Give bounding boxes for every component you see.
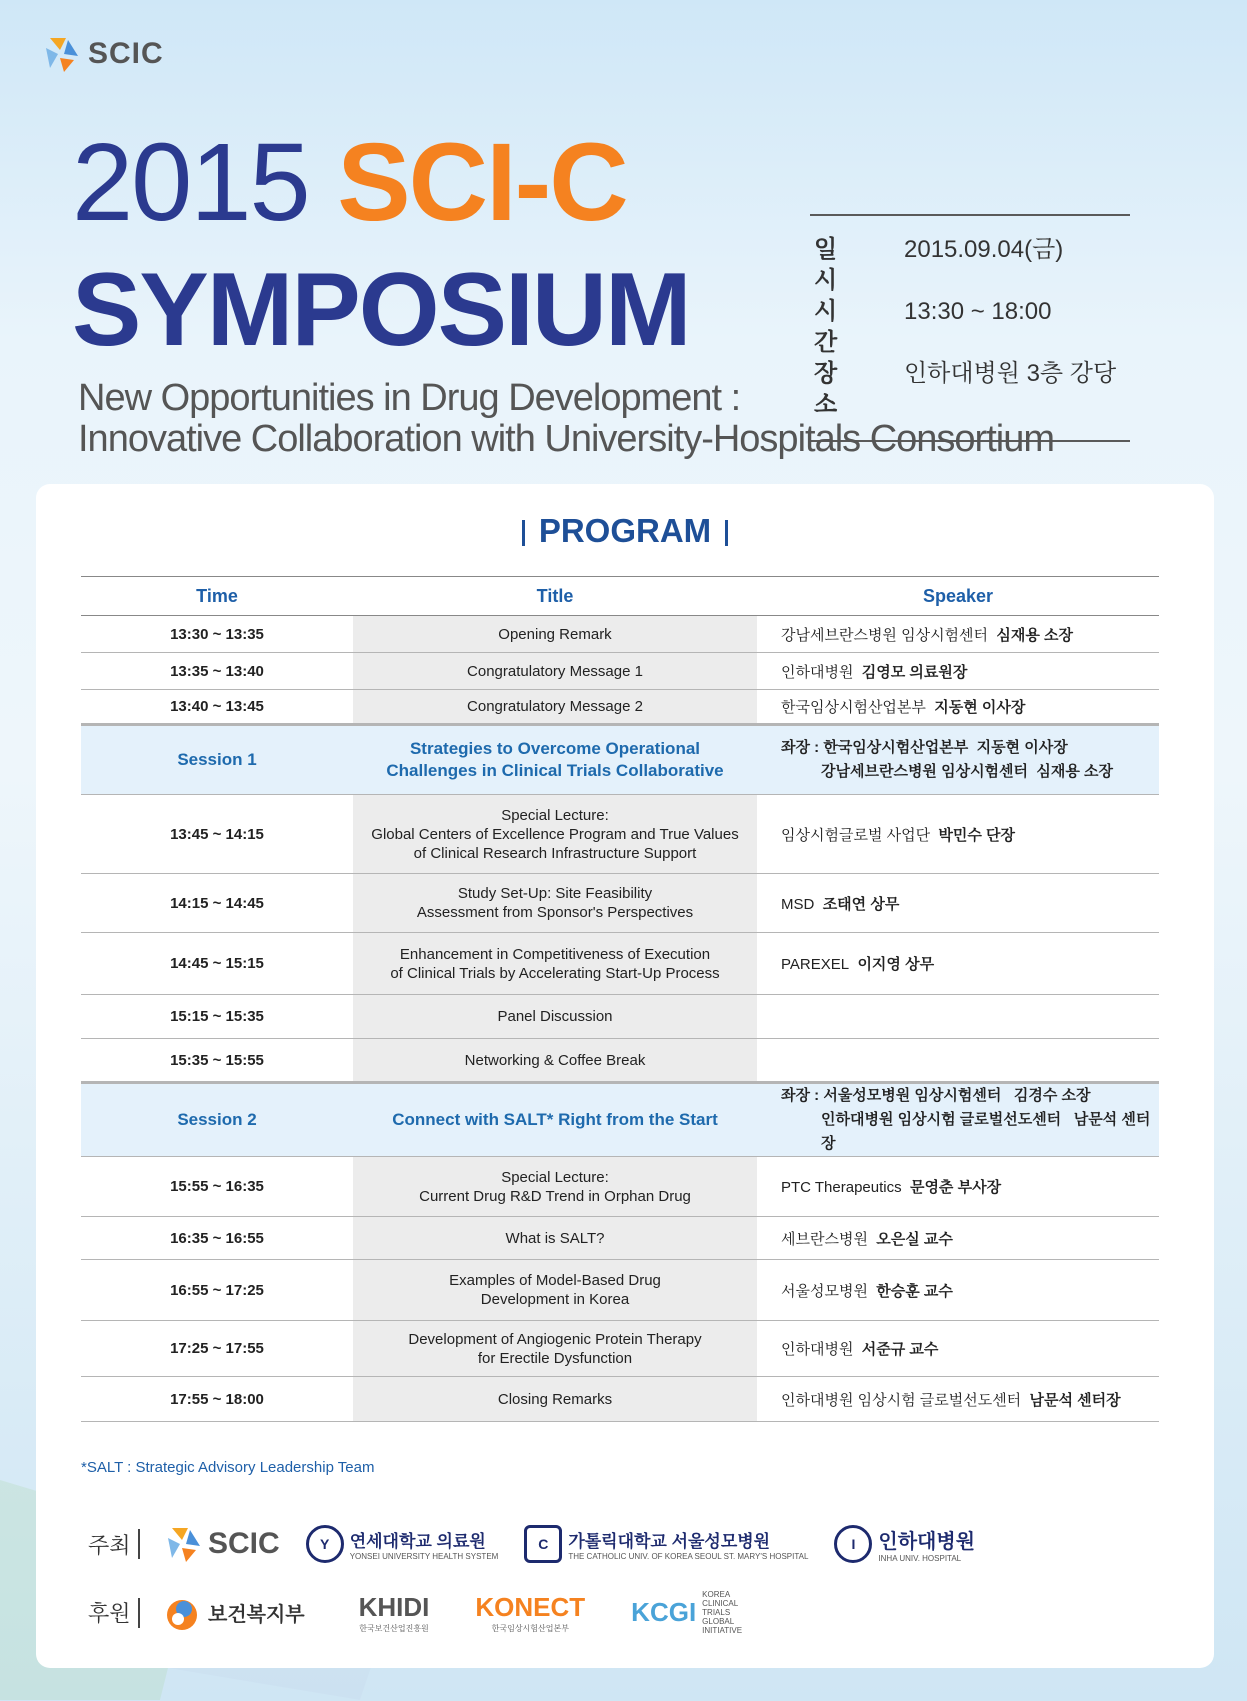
table-row: 13:35 ~ 13:40 Congratulatory Message 1 인하대병원 김영모 의료원장 bbox=[81, 653, 1159, 690]
hero-brand: SCI-C bbox=[337, 121, 627, 244]
scic-logo-icon bbox=[40, 34, 80, 74]
org-scic: SCIC bbox=[162, 1524, 280, 1564]
table-header: Time Title Speaker bbox=[81, 577, 1159, 616]
program-title: PROGRAM bbox=[36, 512, 1214, 550]
info-place: 장 소 인하대병원 3층 강당 bbox=[814, 360, 1117, 418]
table-row: 13:40 ~ 13:45 Congratulatory Message 2 한국임상시험산업본부 지동현 이사장 bbox=[81, 690, 1159, 725]
hero-title-line1 bbox=[72, 121, 627, 244]
table-row: 17:55 ~ 18:00 Closing Remarks 인하대병원 임상시험 글로벌선도센터 남문석 센터장 bbox=[81, 1377, 1159, 1422]
table-row: 16:35 ~ 16:55 What is SALT? 세브란스병원 오은실 교수 bbox=[81, 1217, 1159, 1260]
table-row: 13:30 ~ 13:35 Opening Remark 강남세브란스병원 임상시험센터 심재용 소장 bbox=[81, 616, 1159, 653]
info-time: 시 간 13:30 ~ 18:00 bbox=[814, 298, 1052, 356]
table-row: 15:55 ~ 16:35 Special Lecture: Current Drug R&D Trend in Orphan Drug PTC Therapeutics 문영춘 부사장 bbox=[81, 1157, 1159, 1217]
org-mohw: 보건복지부 bbox=[162, 1593, 305, 1633]
hero-title-line2: SYMPOSIUM bbox=[72, 252, 690, 368]
org-inha: I 인하대병원 INHA UNIV. HOSPITAL bbox=[834, 1525, 975, 1563]
table-row: 13:45 ~ 14:15 Special Lecture: Global Centers of Excellence Program and True Values of Clinical Research Infrastructure Support 임상시험글로벌 사업단 박민수 단장 bbox=[81, 795, 1159, 874]
logo-text: SCIC bbox=[88, 37, 164, 70]
table-row: 14:15 ~ 14:45 Study Set-Up: Site Feasibility Assessment from Sponsor's Perspectives MSD 조태연 상무 bbox=[81, 874, 1159, 933]
yonsei-seal-icon: Y bbox=[306, 1525, 344, 1563]
org-konect: KONECT 한국임상시험산업본부 bbox=[475, 1591, 586, 1633]
catholic-logo-icon: C bbox=[524, 1525, 562, 1563]
table-row: 17:25 ~ 17:55 Development of Angiogenic Protein Therapy for Erectile Dysfunction 인하대병원 서준규 교수 bbox=[81, 1321, 1159, 1377]
org-khidi: KHIDI 한국보건산업진흥원 bbox=[358, 1591, 430, 1633]
org-kcgi: KCGI KOREA CLINICAL TRIALS GLOBAL INITIATIVE bbox=[631, 1590, 743, 1635]
host-row: 주최 SCIC Y 연세대학교 의료원 YONSEI UNIVERSITY HEALTH SYSTEM C 가톨릭대학교 서울성모병원 THE CATHOLIC UNIV. OF KOREA SEOUL ST. MARY'S HOSPITAL I 인하대병원 INHA UNIV. HOSPITAL bbox=[88, 1524, 1001, 1564]
table-row: 15:15 ~ 15:35 Panel Discussion bbox=[81, 995, 1159, 1039]
session-2-row: Session 2 Connect with SALT* Right from the Start 좌장 : 서울성모병원 임상시험센터 김경수 소장 인하대병원 임상시험 글로벌선도센터 남문석 센터장 bbox=[81, 1083, 1159, 1157]
table-row: 16:55 ~ 17:25 Examples of Model-Based Drug Development in Korea 서울성모병원 한승훈 교수 bbox=[81, 1260, 1159, 1321]
salt-footnote: *SALT : Strategic Advisory Leadership Team bbox=[81, 1459, 375, 1476]
hero-year: 2015 bbox=[72, 121, 309, 244]
sponsor-row: 후원 보건복지부 KHIDI 한국보건산업진흥원 KONECT 한국임상시험산업본부 KCGI KOREA CLINICAL TRIALS GLOBAL INITIATIVE bbox=[88, 1590, 788, 1635]
table-row: 14:45 ~ 15:15 Enhancement in Competitiveness of Execution of Clinical Trials by Accelerating Start-Up Process PAREXEL 이지영 상무 bbox=[81, 933, 1159, 995]
program-card bbox=[36, 484, 1214, 1668]
scic-logo bbox=[40, 34, 164, 74]
session-1-row: Session 1 Strategies to Overcome Operational Challenges in Clinical Trials Collaborative 좌장 : 한국임상시험산업본부 지동현 이사장 강남세브란스병원 임상시험센터 심재용 소장 bbox=[81, 725, 1159, 795]
table-row: 15:35 ~ 15:55 Networking & Coffee Break bbox=[81, 1039, 1159, 1083]
org-catholic: C 가톨릭대학교 서울성모병원 THE CATHOLIC UNIV. OF KOREA SEOUL ST. MARY'S HOSPITAL bbox=[524, 1525, 808, 1563]
org-yonsei: Y 연세대학교 의료원 YONSEI UNIVERSITY HEALTH SYSTEM bbox=[306, 1525, 499, 1563]
subtitle: New Opportunities in Drug Development : Innovative Collaboration with University-Hospitals Consortium bbox=[78, 377, 1054, 460]
inha-seal-icon: I bbox=[834, 1525, 872, 1563]
mohw-logo-icon bbox=[162, 1593, 202, 1633]
program-table bbox=[81, 576, 1159, 1422]
scic-logo-icon bbox=[162, 1524, 202, 1564]
info-date: 일 시 2015.09.04(금) bbox=[814, 236, 1064, 294]
